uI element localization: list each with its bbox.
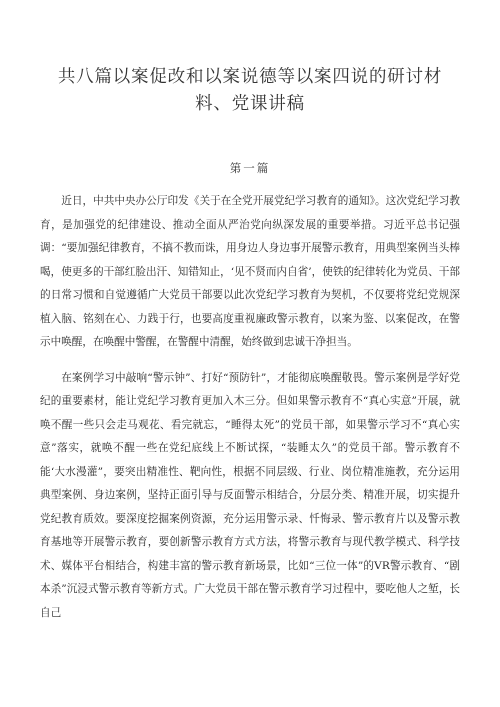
document-title: 共八篇以案促改和以案说德等以案四说的研讨材料、党课讲稿 bbox=[57, 67, 443, 114]
paragraph-1: 近日，中共中央办公厅印发《关于在全党开展党纪学习教育的通知》。这次党纪学习教育，是加强党的纪律建设、推动全面从严治党向纵深发展的重要举措。习近平总书记强调：“要加强纪律教育，不搞不教而诛，用身边人身边事开展警示教育，用典型案例当头棒喝，使更多的干部红脸出汗、知错知止，‘见不贤而内自省’，使铁的纪律转化为党员、干部的日常习惯和自觉遵循广大党员干部要以此次党纪学习教育为契机，不仅要将党纪党规深植入脑、铭刻在心、力践于行，也要高度重视廉政警示教育，以案为鉴、以案促改，在警示中唤醒，在唤醒中警醒，在警醒中清醒，始终做到忠诚干净担当。 bbox=[40, 195, 460, 348]
paragraph-2: 在案例学习中敲响“警示钟”、打好“预防针”，才能彻底唤醒敬畏。警示案例是学好党纪的重要素材，能让党纪学习教育更加入木三分。但如果警示教育不“真心实意”开展，就唤不醒一些只会走马观花、看完就忘，“睡得太死”的党员干部，如果警示学习不“真心实意”落实，就唤不醒一些在党纪底线上不断试探，“装睡太久”的党员干部。警示教育不能‘大水漫灌”，要突出精准性、靶向性，根据不同层级、行业、岗位精准施教，充分运用典型案例、身边案例，坚持正面引导与反面警示相结合，分层分类、精准开展，切实提升党纪教育质效。要深度挖掘案例资源，充分运用警示录、忏悔录、警示教育片以及警示教育基地等开展警示教育，要创新警示教育方式方法，将警示教育与现代教学模式、科学技术、媒体平台相结合，构建丰富的警示教育新场景，比如“三位一体”的VR警示教育、“剧本杀”沉浸式警示教育等新方式。广大党员干部在警示教育学习过程中，要吃他人之堑，长自己 bbox=[40, 371, 460, 619]
section-heading: 第一篇 bbox=[229, 161, 271, 175]
